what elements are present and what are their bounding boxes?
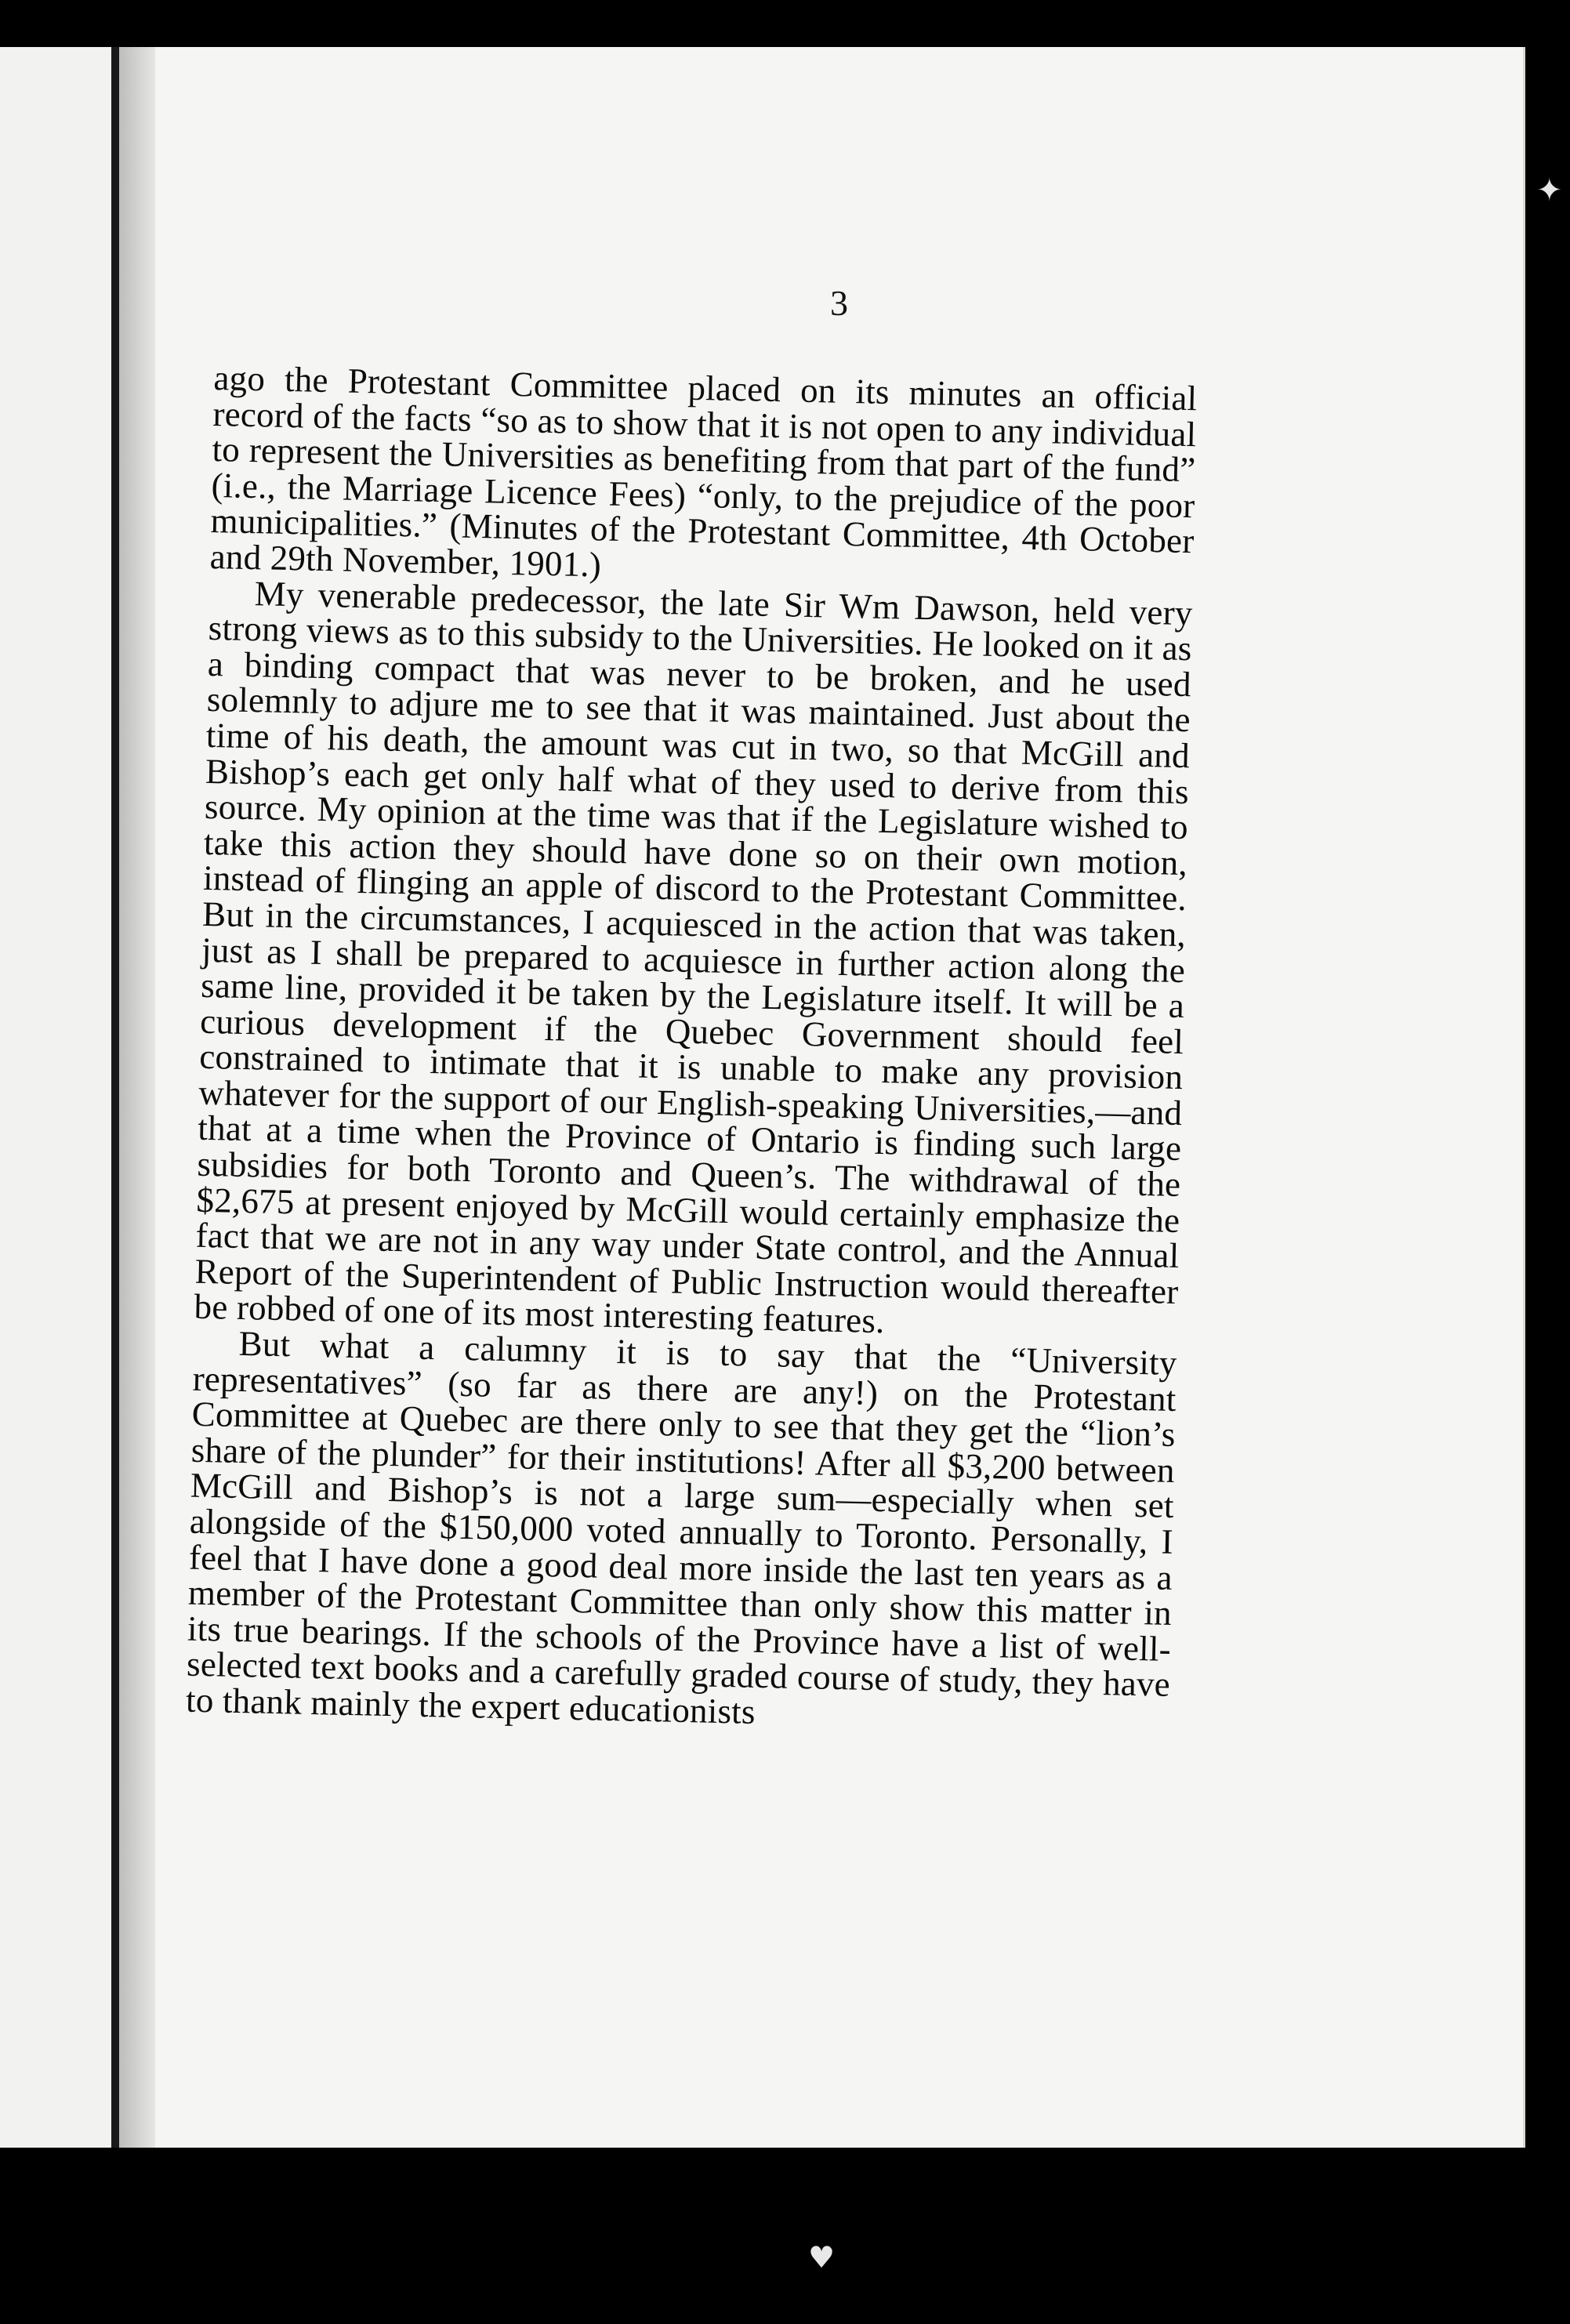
gutter-shadow [111, 47, 119, 2148]
scan-artifact-icon: ✦ [1536, 172, 1563, 208]
scan-artifact-bottom-icon: ♥ [807, 2240, 836, 2275]
paragraph-3: But what a calumny it is to say that the “University representatives” (so far as there are any!) on the Protestant Committee at Quebec are there only to see that they get the “lion’s share of the plunder” for their institutions! After all $3,200 between McGill and Bishop’s is not a large sum—especially when set alongside of the $150,000 voted annually to Toronto. Personally, I feel that I have done a good deal more inside the last ten years as a member of the Protestant Committee than only show this matter in its true bearings. If the schools of the Province have a list of well-selected text books and a carefully graded course of study, they have to thank mainly the expert educationists [185, 1323, 1178, 1731]
document-page [155, 47, 1525, 2148]
body-text [185, 358, 1198, 1738]
paragraph-1: ago the Protestant Committee placed on its minutes an official record of the facts “so as to show that it is not open to any individual to represent the Universities as benefiting from that part of the fund” (i.e., the Marriage Licence Fees) “only, to the prejudice of the poor municipalities.” (Minutes of the Protestant Committee, 4th October and 29th November, 1901.) [209, 358, 1198, 585]
gutter-gradient [119, 47, 157, 2148]
paragraph-2: My venerable predecessor, the late Sir Wm Dawson, held very strong views as to this subsidy to the Universities. He looked on it as a binding compact that was never to be broken, and he used solemnly to adjure me to see that it was maintained. Just about the time of his death, the amount was cut in two, so that McGill and Bishop’s each get only half what of they used to derive from this source. My opinion at the time was that if the Legislature wished to take this action they should have done so on their own motion, instead of flinging an apple of discord to the Protestant Committee. But in the circumstances, I acquiesced in the action that was taken, just as I shall be prepared to acquiesce in further action along the same line, provided it be taken by the Legislature itself. It will be a curious development if the Quebec Government should feel constrained to intimate that it is unable to make any provision whatever for the support of our English-speaking Universities,—and that at a time when the Province of Ontario is finding such large subsidies for both Toronto and Queen’s. The withdrawal of the $2,675 at present enjoyed by McGill would certainly emphasize the fact that we are not in any way under State control, and the Annual Report of the Superintendent of Public Instruction would thereafter be robbed of one of its most interesting features. [194, 573, 1194, 1341]
facing-page-edge [0, 47, 118, 2148]
page-number: 3 [830, 283, 848, 323]
